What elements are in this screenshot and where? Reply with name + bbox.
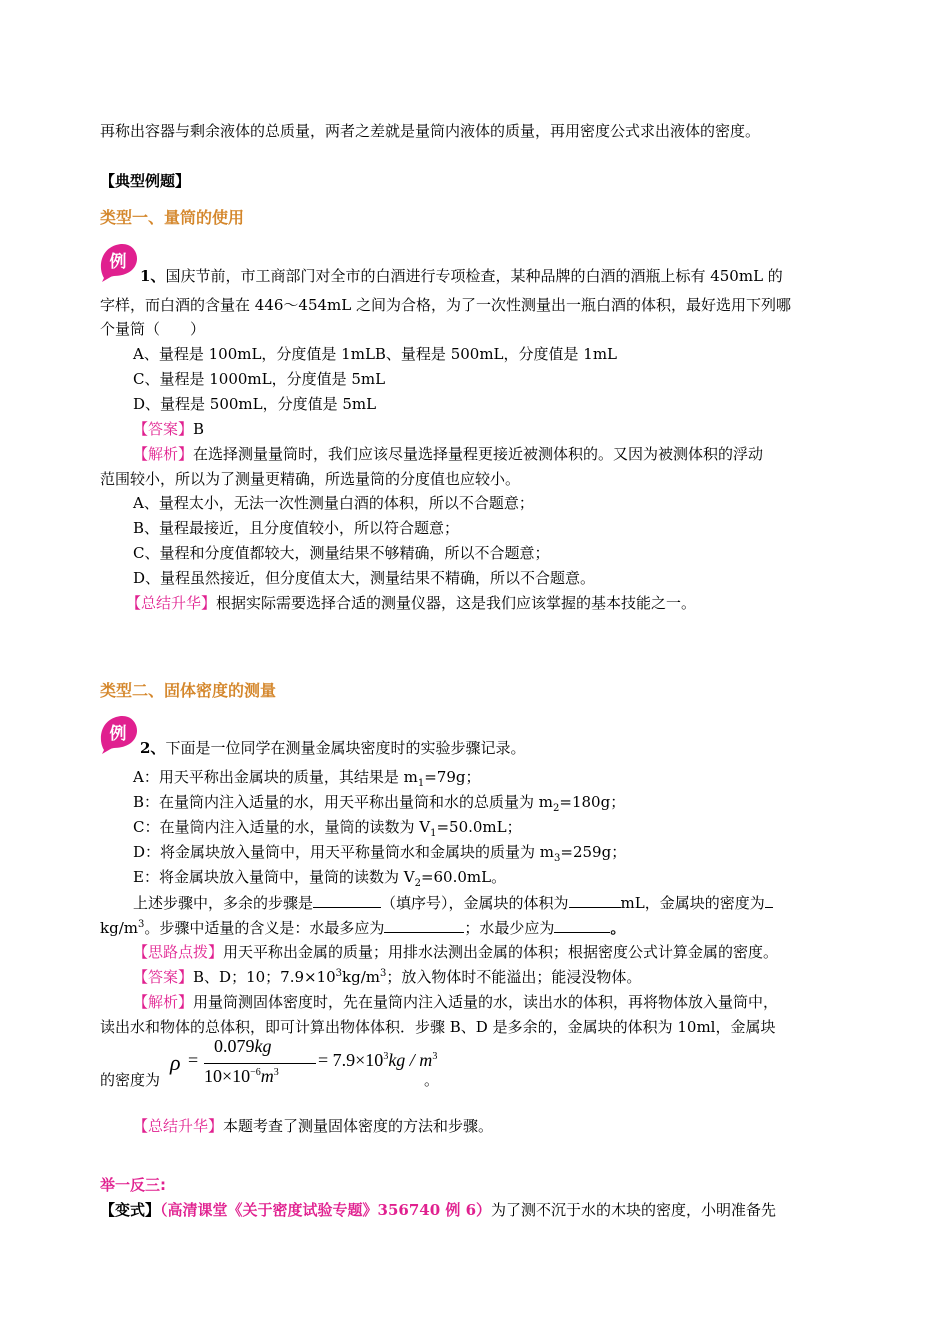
formula-eq: = — [188, 1050, 199, 1070]
formula-fraction-bar — [204, 1063, 316, 1064]
formula-rho: ρ — [170, 1050, 181, 1075]
example-badge-icon — [96, 240, 140, 284]
formula-numerator: 0.079kg — [214, 1036, 272, 1056]
q2-step-a: A：用天平称出金属块的质量，其结果是 $m_1=79g$； — [133, 768, 481, 789]
q2-analysis-text-1: 用量筒测固体密度时，先在量筒内注入适量的水，读出水的体积，再将物体放入量筒中， — [193, 993, 779, 1011]
q1-option-ab: A、量程是 100mL，分度值是 1mLB、量程是 500mL，分度值是 1mL — [133, 345, 618, 363]
q1-number: 1、 — [140, 267, 166, 285]
summary-tag: 【总结升华】 — [126, 594, 217, 612]
q1-explain-c: C、量程和分度值都较大，测量结果不够精确，所以不合题意； — [133, 544, 550, 562]
q2-step-e: E：将金属块放入量筒中，量筒的读数为 $V_2=60.0mL$。 — [133, 868, 507, 889]
type2-title: 类型二、固体密度的测量 — [100, 681, 277, 700]
formula-denominator: $10\times 10^{-6}m^3$ — [204, 1066, 279, 1086]
blank-density[interactable] — [765, 891, 773, 908]
q1-analysis-line1 — [133, 443, 763, 465]
q2-analysis-line2: 读出水和物体的总体积，即可计算出物体体积．步骤 B、D 是多余的，金属块的体积为 10ml，金属块 — [100, 1018, 776, 1036]
q2-analysis-end: 。 — [424, 1071, 440, 1089]
q1-summary-text: 根据实际需要选择合适的测量仪器，这是我们应该掌握的基本技能之一。 — [216, 594, 697, 612]
variant-tag: 【变式】 — [100, 1201, 161, 1219]
q1-explain-b: B、量程最接近，且分度值较小，所以符合题意； — [133, 519, 460, 537]
variant-text: 为了测不沉于水的木块的密度，小明准备先 — [491, 1201, 777, 1219]
hint-tag: 【思路点拨】 — [133, 943, 224, 961]
example-badge-icon — [96, 712, 140, 756]
q2-step-d: D：将金属块放入量筒中，用天平称量筒水和金属块的质量为 $m_3=259g$； — [133, 843, 627, 864]
q2-hint-text: 用天平称出金属的质量；用排水法测出金属的体积；根据密度公式计算金属的密度。 — [223, 943, 779, 961]
q2-step-c: C：在量筒内注入适量的水，量筒的读数为 $V_1=50.0mL$； — [133, 818, 522, 839]
q2-analysis-line3: 的密度为 — [100, 1071, 161, 1089]
q1-answer — [133, 418, 204, 440]
variant-line — [100, 1199, 776, 1221]
summary-tag: 【总结升华】 — [133, 1117, 224, 1135]
blank-extra-steps[interactable] — [313, 891, 381, 908]
q1-summary — [126, 592, 696, 614]
q2-fill-line1: 上述步骤中，多余的步骤是 （填序号），金属块的体积为 mL，金属块的密度为 — [133, 891, 773, 914]
q2-analysis-line1 — [133, 991, 778, 1013]
q1-analysis-line2: 范围较小，所以为了测量更精确，所选量筒的分度值也应较小。 — [100, 470, 521, 488]
q2-hint — [133, 941, 778, 963]
typical-examples-header: 【典型例题】 — [100, 172, 191, 190]
blank-water-min[interactable] — [554, 916, 610, 933]
q1-explain-d: D、量程虽然接近，但分度值太大，测量结果不精确，所以不合题意。 — [133, 569, 596, 587]
formula-result: = $7.9\times 10^3kg / m^3$ — [318, 1050, 438, 1070]
q2-summary-text: 本题考查了测量固体密度的方法和步骤。 — [223, 1117, 494, 1135]
q2-summary — [133, 1115, 493, 1137]
answer-tag: 【答案】 — [133, 968, 194, 986]
q2-line1 — [140, 737, 525, 759]
q1-line1 — [140, 265, 783, 287]
q1-answer-value: B — [193, 420, 205, 438]
answer-tag: 【答案】 — [133, 420, 194, 438]
q2-fill-line2: $kg/m^3$。步骤中适量的含义是：水最多应为 ；水最少应为 。 — [100, 916, 625, 939]
intro-text: 再称出容器与剩余液体的总质量，两者之差就是量筒内液体的质量，再用密度公式求出液体的密度。 — [100, 122, 761, 140]
q1-line3: 个量筒（ ） — [100, 320, 206, 338]
density-formula — [170, 1036, 438, 1092]
q1-explain-a: A、量程太小，无法一次性测量白酒的体积，所以不合题意； — [133, 494, 534, 512]
analysis-tag: 【解析】 — [133, 993, 194, 1011]
q1-text-1: 国庆节前，市工商部门对全市的白酒进行专项检查，某种品牌的白酒的酒瓶上标有 450mL 的 — [165, 267, 783, 285]
blank-volume[interactable] — [569, 891, 621, 908]
q2-text: 下面是一位同学在测量金属块密度时的实验步骤记录。 — [165, 739, 526, 757]
example-badge-label: 例 — [109, 724, 127, 744]
q1-option-c: C、量程是 1000mL，分度值是 5mL — [133, 370, 386, 388]
q1-line2: 字样，而白酒的含量在 446～454mL 之间为合格，为了一次性测量出一瓶白酒的体积，最好选用下列哪 — [100, 296, 791, 314]
q2-answer: 【答案】B、D；10；$7.9\times 10^3kg/m^3$；放入物体时不能溢出；能浸没物体。 — [133, 968, 642, 986]
q1-analysis-text-1: 在选择测量量筒时，我们应该尽量选择量程更接近被测体积的。又因为被测体积的浮动 — [193, 445, 764, 463]
juyi-fansan-header: 举一反三: — [100, 1176, 166, 1194]
example-badge-label: 例 — [109, 252, 127, 272]
q2-number: 2、 — [140, 739, 166, 757]
blank-water-max[interactable] — [384, 916, 464, 933]
type1-title: 类型一、量筒的使用 — [100, 208, 245, 227]
analysis-tag: 【解析】 — [133, 445, 194, 463]
q2-step-b: B：在量筒内注入适量的水，用天平称出量筒和水的总质量为 $m_2=180g$； — [133, 793, 626, 814]
variant-source: （高清课堂《关于密度试验专题》356740 例 6） — [160, 1201, 492, 1219]
q1-option-d: D、量程是 500mL，分度值是 5mL — [133, 395, 377, 413]
